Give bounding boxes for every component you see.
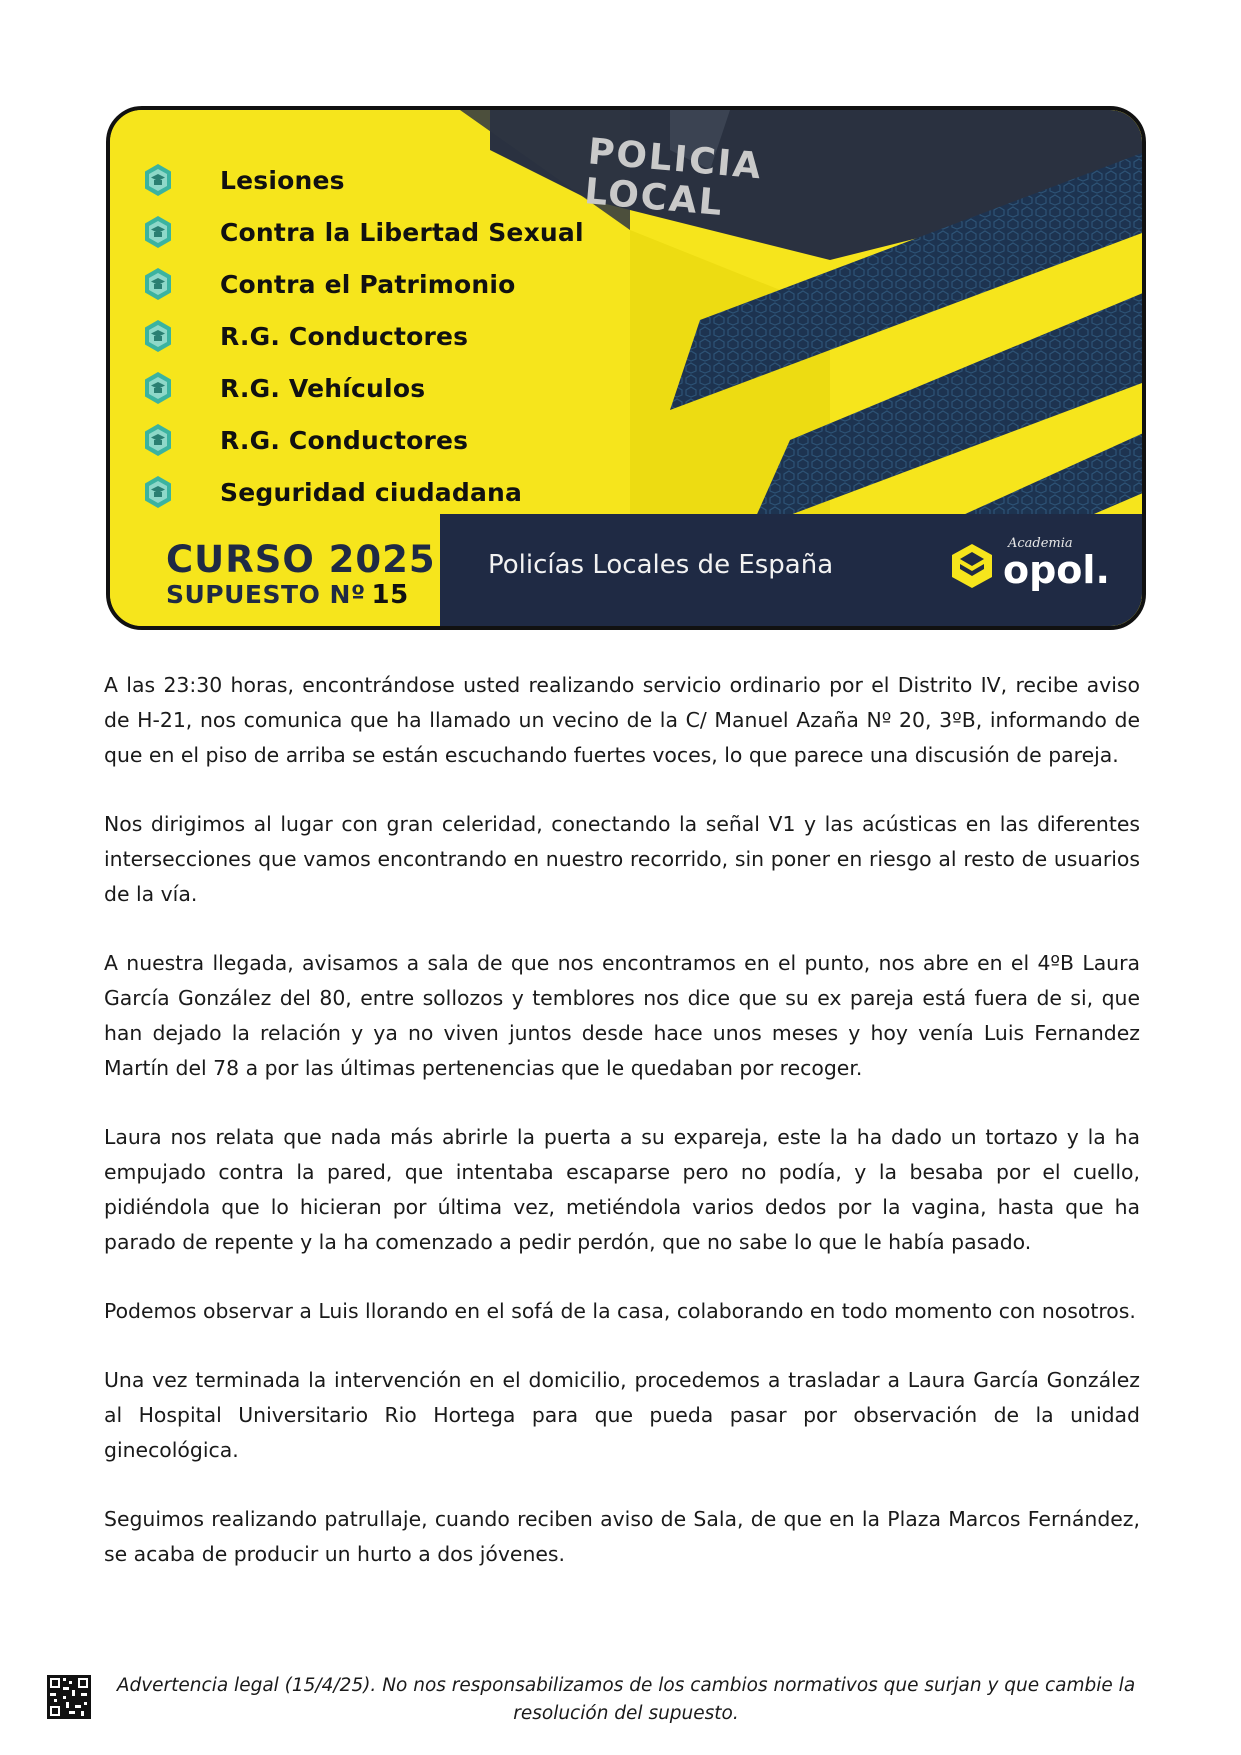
police-local-label: POLICIA LOCAL [582, 131, 765, 225]
paragraph: Podemos observar a Luis llorando en el sofá de la casa, colaborando en todo momento con nosotros. [104, 1299, 1136, 1323]
topic-label: Contra la Libertad Sexual [220, 217, 584, 247]
topic-label: Seguridad ciudadana [220, 477, 523, 507]
graduation-cap-icon [140, 422, 176, 458]
paragraph: A nuestra llegada, avisamos a sala de que nos encontramos en el punto, nos abre en el 4ºB Laura García González del 80, entre sollozos y temblores nos dice que su ex pareja está fuera de si, que han dejado la relación y ya no viven juntos desde hace unos meses y hoy venía Luis Fernandez Martín del 78 a por las últimas pertenencias que le quedaban por recoger. [104, 951, 1140, 1080]
topic-list [140, 154, 584, 518]
logo-academia-text: Academia [1008, 536, 1073, 551]
bar-tagline: Policías Locales de España [488, 550, 834, 580]
paragraph: Una vez terminada la intervención en el domicilio, procedemos a trasladar a Laura García González al Hospital Universitario Rio Hortega para que pueda pasar por observación de la unidad ginecológica. [104, 1368, 1140, 1462]
case-text [104, 668, 1140, 1606]
topic-label: Contra el Patrimonio [220, 269, 516, 299]
topic-item [140, 466, 584, 518]
topic-label: R.G. Conductores [220, 425, 469, 455]
qr-code-icon[interactable] [46, 1658, 92, 1736]
topic-item [140, 206, 584, 258]
topic-item [140, 362, 584, 414]
topic-item [140, 310, 584, 362]
supuesto-heading [166, 580, 409, 610]
topic-item [140, 258, 584, 310]
graduation-cap-icon [140, 318, 176, 354]
graduation-cap-icon [140, 266, 176, 302]
paragraph: Laura nos relata que nada más abrirle la puerta a su expareja, este la ha dado un tortazo y la ha empujado contra la pared, que intentaba escaparse pero no podía, y la besaba por el cuello, pidiéndola que lo hicieran por última vez, metiéndola varios dedos por la vagina, hasta que ha parado de repente y la ha comenzado a pedir perdón, que no sabe lo que le había pasado. [104, 1125, 1140, 1254]
topic-label: R.G. Conductores [220, 321, 469, 351]
supuesto-number: 15 [371, 580, 409, 610]
topic-item [140, 154, 584, 206]
topic-label: R.G. Vehículos [220, 373, 426, 403]
paragraph: A las 23:30 horas, encontrándose usted realizando servicio ordinario por el Distrito IV, recibe aviso de H-21, nos comunica que ha llamado un vecino de la C/ Manuel Azaña Nº 20, 3ºB, informando de que en el piso de arriba se están escuchando fuertes voces, lo que parece una discusión de pareja. [104, 673, 1140, 767]
legal-disclaimer: Advertencia legal (15/4/25). No nos responsabilizamos de los cambios normativos que surjan y que cambie la resolución del supuesto. [116, 1675, 1136, 1724]
graduation-cap-icon [140, 474, 176, 510]
course-banner [106, 106, 1146, 630]
topic-item [140, 414, 584, 466]
graduation-cap-icon [140, 370, 176, 406]
paragraph: Seguimos realizando patrullaje, cuando reciben aviso de Sala, de que en la Plaza Marcos Fernández, se acaba de producir un hurto a dos jóvenes. [104, 1507, 1140, 1566]
graduation-cap-icon [140, 162, 176, 198]
graduation-cap-icon [140, 214, 176, 250]
logo-opol-text: opol. [1003, 548, 1110, 592]
paragraph: Nos dirigimos al lugar con gran celeridad, conectando la señal V1 y las acústicas en las diferentes intersecciones que vamos encontrando en nuestro recorrido, sin poner en riesgo al resto de usuarios de la vía. [104, 812, 1140, 906]
topic-label: Lesiones [220, 165, 345, 195]
course-title: CURSO 2025 [166, 538, 436, 581]
supuesto-label: SUPUESTO Nº [166, 580, 366, 609]
opol-logo-icon [950, 542, 994, 590]
